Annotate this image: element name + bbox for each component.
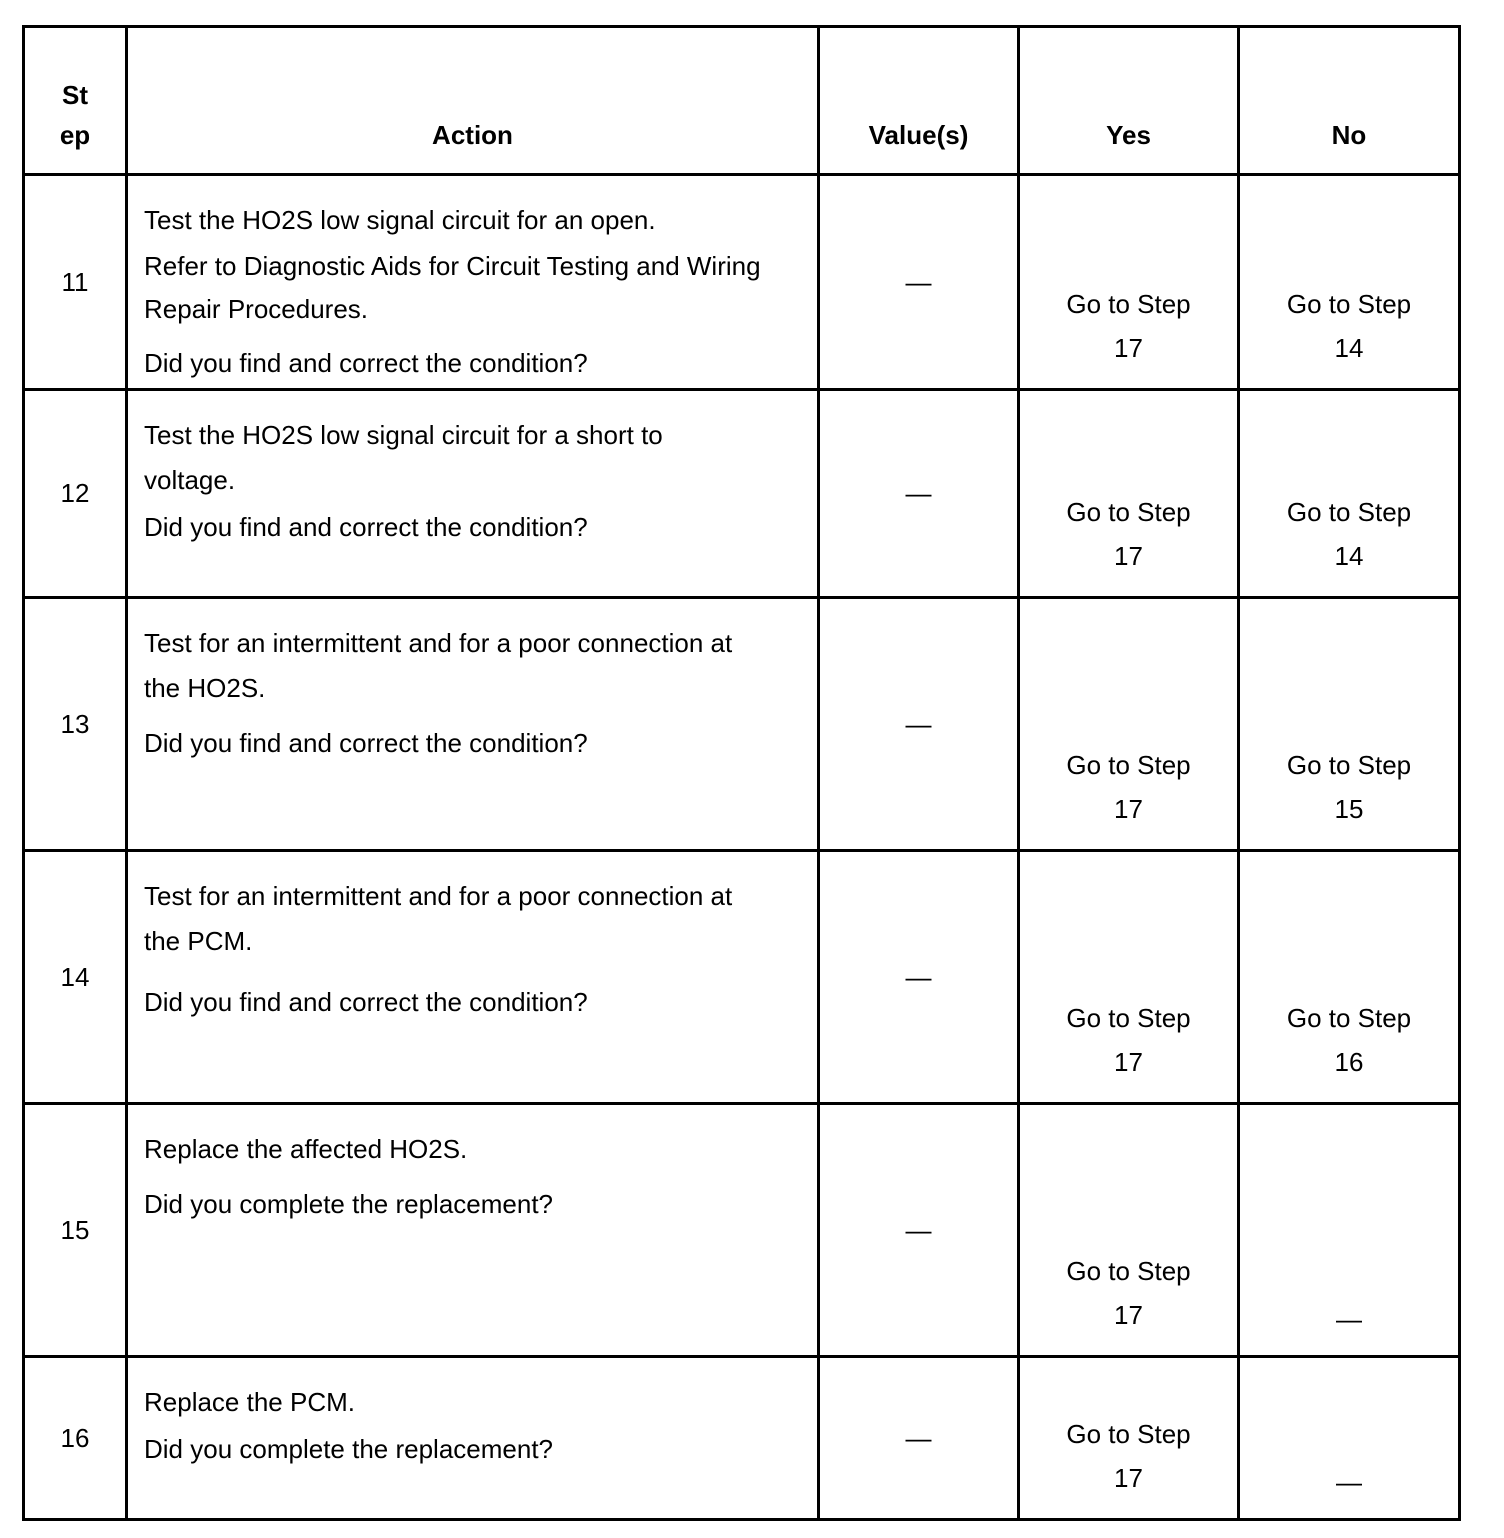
yes-step-number: 17 [1114,1047,1143,1077]
no-step-number: 14 [1334,541,1364,571]
no-go-to-step: Go to Step [1286,289,1412,319]
action-text: Replace the affected HO2S. [144,1134,468,1164]
step-number: 13 [24,598,127,851]
no-cell: — [1239,1104,1460,1357]
table-row [24,390,1460,598]
action-question: Did you complete the replacement? [144,1434,554,1464]
action-question: Did you find and correct the condition? [144,987,588,1017]
yes-step-number: 17 [1114,541,1143,571]
step-number: 14 [24,851,127,1104]
yes-go-to-step: Go to Step [1066,1256,1191,1286]
no-go-to-step: Go to Step [1286,497,1412,527]
value-cell: — [819,390,1019,598]
header-step [24,27,127,175]
yes-cell [1019,1357,1239,1520]
value-cell: — [819,1357,1019,1520]
no-cell: — [1239,1357,1460,1520]
value-cell: — [819,175,1019,390]
action-question: Did you find and correct the condition? [144,512,588,542]
no-cell [1239,175,1460,390]
action-text: Test the HO2S low signal circuit for a short to voltage. [144,420,663,495]
yes-step-number: 17 [1114,794,1143,824]
table-row [24,1104,1460,1357]
action-question: Did you find and correct the condition? [144,348,588,378]
yes-step-number: 17 [1114,1463,1143,1493]
action-cell [127,390,819,598]
no-go-to-step: Go to Step [1286,750,1412,780]
yes-cell [1019,175,1239,390]
no-cell [1239,390,1460,598]
action-cell [127,1104,819,1357]
header-no: No [1239,27,1460,175]
diagnostic-table [22,25,1461,1521]
header-step-line1: St [62,80,88,110]
value-cell: — [819,851,1019,1104]
table-row [24,175,1460,390]
header-action: Action [127,27,819,175]
yes-cell [1019,1104,1239,1357]
no-step-number: 14 [1334,333,1364,363]
no-cell [1239,598,1460,851]
yes-go-to-step: Go to Step [1066,1419,1191,1449]
action-text: Replace the PCM. [144,1387,355,1417]
action-cell [127,1357,819,1520]
yes-go-to-step: Go to Step [1066,289,1191,319]
step-number: 12 [24,390,127,598]
action-cell [127,598,819,851]
yes-step-number: 17 [1114,1300,1143,1330]
step-number: 16 [24,1357,127,1520]
yes-cell [1019,598,1239,851]
no-cell [1239,851,1460,1104]
yes-go-to-step: Go to Step [1066,750,1191,780]
action-cell [127,175,819,390]
header-yes: Yes [1019,27,1239,175]
table-row [24,851,1460,1104]
step-number: 15 [24,1104,127,1357]
table-row [24,598,1460,851]
value-cell: — [819,1104,1019,1357]
yes-go-to-step: Go to Step [1066,497,1191,527]
no-step-number: 16 [1334,1047,1364,1077]
action-question: Did you find and correct the condition? [144,728,588,758]
action-text: Refer to Diagnostic Aids for Circuit Testing and Wiring Repair Procedures. [144,251,761,324]
action-question: Did you complete the replacement? [144,1189,554,1219]
yes-cell [1019,390,1239,598]
yes-cell [1019,851,1239,1104]
action-text: Test the HO2S low signal circuit for an open. [144,205,656,235]
yes-go-to-step: Go to Step [1066,1003,1191,1033]
action-text: Test for an intermittent and for a poor connection at the HO2S. [144,628,733,703]
table-row [24,1357,1460,1520]
header-row [24,27,1460,175]
step-number: 11 [24,175,127,390]
yes-step-number: 17 [1114,333,1143,363]
action-cell [127,851,819,1104]
no-step-number: 15 [1334,794,1364,824]
no-go-to-step: Go to Step [1286,1003,1412,1033]
header-values: Value(s) [819,27,1019,175]
header-step-line2: ep [59,120,91,150]
action-text: Test for an intermittent and for a poor connection at the PCM. [144,881,733,956]
value-cell: — [819,598,1019,851]
